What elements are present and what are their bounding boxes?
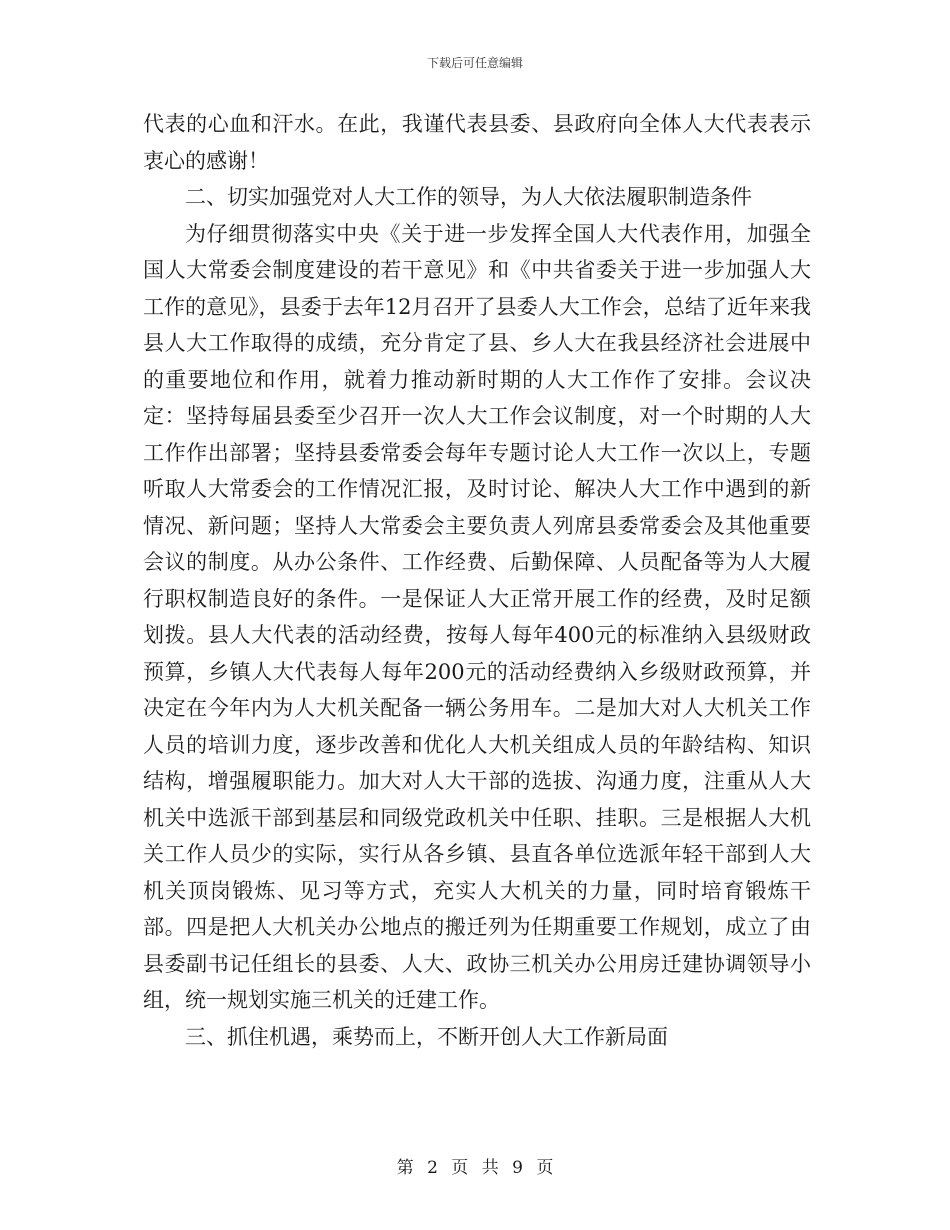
footer-page-word: 页 bbox=[451, 1158, 469, 1178]
section-heading-2: 二、切实加强党对人大工作的领导，为人大依法履职制造条件 bbox=[185, 185, 752, 209]
page-footer bbox=[0, 1153, 950, 1178]
page-header-note: 下载后可任意编辑 bbox=[426, 56, 523, 70]
document-body bbox=[143, 106, 811, 1055]
footer-page-current: 2 bbox=[427, 1158, 438, 1178]
paragraph-2: 为仔细贯彻落实中央《关于进一步发挥全国人大代表作用，加强全国人大常委会制度建设的若干意见》和《中共省委关于进一步加强人大工作的意见》，县委于去年12月召开了县委人大工作会，总结了近年来我县人大工作取得的成绩，充分肯定了县、乡人大在我县经济社会进展中的重要地位和作用，就着力推动新时期的人大工作作了安排。会议决定：坚持每届县委至少召开一次人大工作会议制度，对一个时期的人大工作作出部署；坚持县委常委会每年专题讨论人大工作一次以上，专题听取人大常委会的工作情况汇报，及时讨论、解决人大工作中遇到的新情况、新问题；坚持人大常委会主要负责人列席县委常委会及其他重要会议的制度。从办公条件、工作经费、后勤保障、人员配备等为人大履行职权制造良好的条件。一是保证人大正常开展工作的经费，及时足额划拨。县人大代表的活动经费，按每人每年400元的标准纳入县级财政预算，乡镇人大代表每人每年200元的活动经费纳入乡级财政预算，并决定在今年内为人大机关配备一辆公务用车。二是加大对人大机关工作人员的培训力度，逐步改善和优化人大机关组成人员的年龄结构、知识结构，增强履职能力。加大对人大干部的选拔、沟通力度，注重从人大机关中选派干部到基层和同级党政机关中任职、挂职。三是根据人大机关工作人员少的实际，实行从各乡镇、县直各单位选派年轻干部到人大机关顶岗锻炼、见习等方式，充实人大机关的力量，同时培育锻炼干部。四是把人大机关办公地点的搬迁列为任期重要工作规划，成立了由县委副书记任组长的县委、人大、政协三机关办公用房迁建协调领导小组，统一规划实施三机关的迁建工作。 bbox=[143, 221, 811, 1012]
footer-total-label: 共 bbox=[481, 1158, 499, 1178]
paragraph-1: 代表的心血和汗水。在此，我谨代表县委、县政府向全体人大代表表示衷心的感谢！ bbox=[143, 112, 811, 173]
section-heading-3: 三、抓住机遇，乘势而上，不断开创人大工作新局面 bbox=[185, 1024, 668, 1049]
footer-page-label: 第 bbox=[396, 1158, 414, 1178]
footer-total-word: 页 bbox=[536, 1158, 554, 1178]
footer-page-total: 9 bbox=[512, 1158, 523, 1178]
